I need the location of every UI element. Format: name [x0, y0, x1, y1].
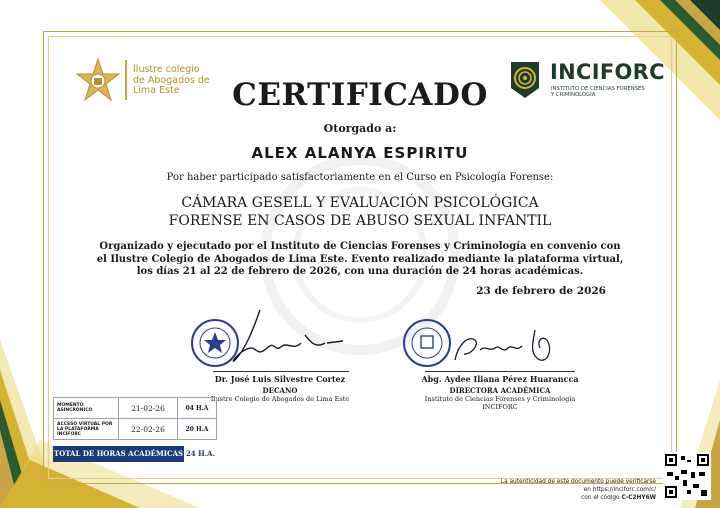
recipient-name: ALEX ALANYA ESPIRITU	[251, 144, 469, 162]
verification-text	[440, 478, 656, 502]
left-signature-line	[213, 371, 349, 372]
granted-to-label: Otorgado a:	[323, 122, 397, 135]
inciforc-sub-line: Y CRIMINOLOGÍA	[551, 92, 596, 99]
hours-row-hours: 04 H.A	[178, 398, 217, 419]
course-title-line: CÁMARA GESELL Y EVALUACIÓN PSICOLÓGICA	[181, 195, 539, 211]
inciforc-subtitle	[551, 86, 645, 99]
dean-signature	[215, 305, 345, 370]
inciforc-sub-line: INSTITUTO DE CIENCIAS FORENSES	[551, 86, 645, 92]
hours-table	[53, 397, 217, 440]
hours-row-date: 22-02-26	[119, 419, 178, 440]
right-signature-line	[425, 371, 575, 372]
body-line: Organizado y ejecutado por el Instituto de Ciencias Forenses y Criminología en convenio con	[99, 241, 621, 252]
inciforc-name: INCIFORC	[550, 60, 665, 84]
hours-row-date: 21-02-26	[119, 398, 178, 419]
right-signer-org-line: Instituto de Ciencias Forenses y Criminología	[424, 395, 576, 403]
total-hours-label: TOTAL DE HORAS ACADÉMICAS	[53, 446, 184, 462]
course-title-line: FORENSE EN CASOS DE ABUSO SEXUAL INFANTIL	[168, 213, 552, 229]
cab-logo-line: Ilustre colegio	[133, 64, 200, 75]
certificate-title: CERTIFICADO	[232, 77, 488, 113]
right-signer-org-line: INCIFORC	[482, 402, 518, 411]
body-line: el Ilustre Colegio de Abogados de Lima Este. Evento realizado mediante la plataforma virtual,	[96, 253, 624, 265]
hours-row-label: MOMENTO ASINCRÓNICO	[54, 398, 119, 419]
hours-row-label: ACCESO VIRTUAL POR LA PLATAFORMA INCIFORC	[54, 419, 119, 440]
body-line: los días 21 al 22 de febrero de 2026, con una duración de 24 horas académicas.	[136, 266, 584, 277]
verification-line: La autenticidad de este documento puede verificarse	[500, 479, 656, 485]
qr-code-icon[interactable]	[663, 452, 711, 500]
director-signature	[440, 320, 560, 370]
cab-logo-divider	[125, 60, 127, 100]
hours-row-hours: 20 H.A	[178, 419, 217, 440]
table-row	[54, 419, 217, 440]
right-signer-name: Abg. Aydee Iliana Pérez Huarancca	[421, 374, 579, 384]
table-row	[54, 398, 217, 419]
course-title	[100, 194, 620, 230]
cab-logo-line: Lima Este	[133, 85, 180, 96]
cab-star-logo-icon	[74, 57, 122, 105]
total-hours-value: 24 H.A.	[185, 449, 216, 458]
right-signer-org	[405, 396, 595, 411]
total-hours-row	[53, 446, 217, 462]
participation-text: Por haber participado satisfactoriamente en el Curso en Psicología Forense:	[166, 172, 554, 183]
left-signer-org: Ilustre Colegio de Abogados de Lima Este	[210, 395, 350, 403]
right-signer-role: DIRECTORA ACADÉMICA	[449, 386, 551, 395]
cab-logo-line: de Abogados de	[133, 74, 210, 86]
verification-code: C-C2HY6W	[621, 495, 656, 501]
verification-url[interactable]: en https://inciforc.com/c/	[583, 487, 656, 493]
issue-date: 23 de febrero de 2026	[476, 285, 606, 297]
left-signer-role: DECANO	[262, 386, 298, 395]
left-signer-name: Dr. José Luis Silvestre Cortez	[214, 374, 346, 384]
certificate-body	[90, 241, 630, 279]
verification-code-prefix: con el código	[581, 495, 622, 501]
verification-code-line	[440, 494, 656, 502]
